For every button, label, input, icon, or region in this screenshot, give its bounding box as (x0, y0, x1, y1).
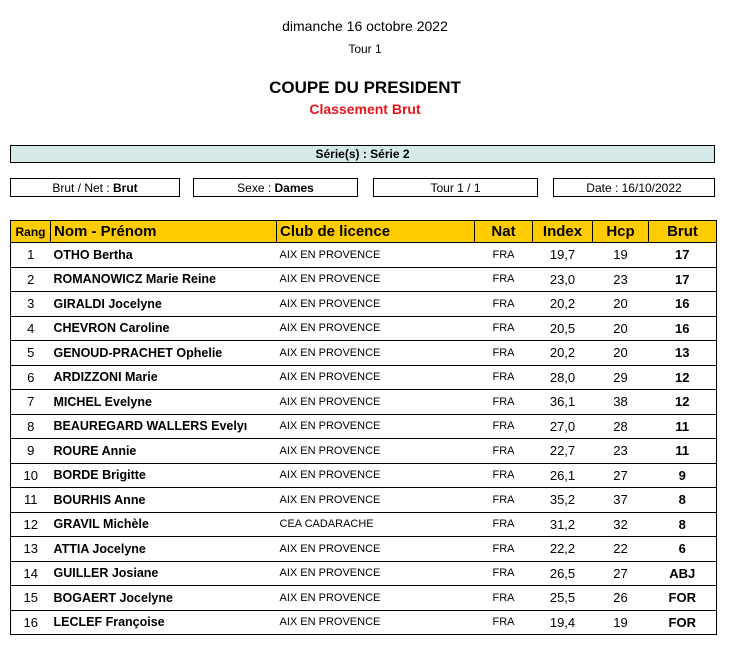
table-row (11, 488, 717, 513)
cell-nat: FRA (475, 488, 533, 513)
table-row (11, 316, 717, 341)
cell-nom: LECLEF Françoise (51, 610, 277, 635)
col-header-nat: Nat (475, 221, 533, 243)
cell-nat: FRA (475, 537, 533, 562)
cell-index: 28,0 (533, 365, 593, 390)
cell-club: AIX EN PROVENCE (277, 390, 475, 415)
cell-rang: 15 (11, 586, 51, 611)
cell-nom: BORDE Brigitte (51, 463, 277, 488)
ranking-body (11, 243, 717, 635)
cell-brut: FOR (649, 586, 717, 611)
cell-hcp: 19 (593, 243, 649, 268)
cell-nom: BEAUREGARD WALLERS Evelyı (51, 414, 277, 439)
col-header-index: Index (533, 221, 593, 243)
cell-club: AIX EN PROVENCE (277, 292, 475, 317)
cell-nat: FRA (475, 561, 533, 586)
cell-hcp: 20 (593, 292, 649, 317)
date-box: Date : 16/10/2022 (553, 178, 715, 197)
cell-club: AIX EN PROVENCE (277, 439, 475, 464)
cell-nom: OTHO Bertha (51, 243, 277, 268)
cell-brut: 12 (649, 365, 717, 390)
series-bar: Série(s) : Série 2 (10, 145, 715, 163)
cell-nat: FRA (475, 439, 533, 464)
cell-brut: 17 (649, 267, 717, 292)
table-row (11, 292, 717, 317)
cell-rang: 6 (11, 365, 51, 390)
date-line: dimanche 16 octobre 2022 (282, 18, 448, 34)
cell-index: 25,5 (533, 586, 593, 611)
cell-index: 20,2 (533, 292, 593, 317)
cell-rang: 11 (11, 488, 51, 513)
cell-nat: FRA (475, 365, 533, 390)
cell-brut: 16 (649, 316, 717, 341)
cell-nat: FRA (475, 267, 533, 292)
cell-nat: FRA (475, 341, 533, 366)
cell-brut: 12 (649, 390, 717, 415)
cell-rang: 12 (11, 512, 51, 537)
cell-hcp: 23 (593, 439, 649, 464)
col-header-brut: Brut (649, 221, 717, 243)
page-title: COUPE DU PRESIDENT (269, 78, 461, 97)
cell-index: 20,2 (533, 341, 593, 366)
cell-club: AIX EN PROVENCE (277, 414, 475, 439)
cell-hcp: 38 (593, 390, 649, 415)
cell-index: 23,0 (533, 267, 593, 292)
cell-rang: 4 (11, 316, 51, 341)
cell-club: AIX EN PROVENCE (277, 341, 475, 366)
cell-nat: FRA (475, 243, 533, 268)
cell-hcp: 20 (593, 316, 649, 341)
cell-brut: 17 (649, 243, 717, 268)
cell-nat: FRA (475, 512, 533, 537)
col-header-nom: Nom - Prénom (51, 221, 277, 243)
col-header-hcp: Hcp (593, 221, 649, 243)
cell-hcp: 28 (593, 414, 649, 439)
cell-hcp: 32 (593, 512, 649, 537)
cell-club: AIX EN PROVENCE (277, 561, 475, 586)
cell-index: 31,2 (533, 512, 593, 537)
cell-brut: 13 (649, 341, 717, 366)
cell-index: 35,2 (533, 488, 593, 513)
cell-club: AIX EN PROVENCE (277, 316, 475, 341)
table-row (11, 243, 717, 268)
sexe-label: Sexe : (237, 181, 275, 195)
sexe-value: Dames (274, 181, 314, 195)
cell-nom: GRAVIL Michèle (51, 512, 277, 537)
cell-rang: 1 (11, 243, 51, 268)
cell-rang: 10 (11, 463, 51, 488)
cell-club: CEA CADARACHE (277, 512, 475, 537)
table-row (11, 365, 717, 390)
cell-club: AIX EN PROVENCE (277, 365, 475, 390)
cell-nom: ROURE Annie (51, 439, 277, 464)
cell-hcp: 37 (593, 488, 649, 513)
table-row (11, 463, 717, 488)
ranking-table (10, 220, 717, 635)
brut-net-value: Brut (113, 181, 138, 195)
brut-net-label: Brut / Net : (52, 181, 113, 195)
cell-hcp: 22 (593, 537, 649, 562)
cell-rang: 13 (11, 537, 51, 562)
cell-club: AIX EN PROVENCE (277, 537, 475, 562)
cell-hcp: 23 (593, 267, 649, 292)
cell-club: AIX EN PROVENCE (277, 267, 475, 292)
table-row (11, 610, 717, 635)
cell-nom: MICHEL Evelyne (51, 390, 277, 415)
cell-rang: 2 (11, 267, 51, 292)
cell-brut: 8 (649, 512, 717, 537)
sexe-box (193, 178, 358, 197)
table-row (11, 341, 717, 366)
cell-rang: 9 (11, 439, 51, 464)
cell-index: 36,1 (533, 390, 593, 415)
cell-nom: ATTIA Jocelyne (51, 537, 277, 562)
cell-rang: 3 (11, 292, 51, 317)
table-row (11, 439, 717, 464)
cell-index: 22,7 (533, 439, 593, 464)
table-row (11, 267, 717, 292)
cell-brut: FOR (649, 610, 717, 635)
cell-nat: FRA (475, 390, 533, 415)
cell-nat: FRA (475, 463, 533, 488)
cell-index: 26,5 (533, 561, 593, 586)
cell-rang: 5 (11, 341, 51, 366)
cell-club: AIX EN PROVENCE (277, 610, 475, 635)
cell-hcp: 27 (593, 463, 649, 488)
tour-line: Tour 1 (348, 42, 382, 56)
cell-index: 19,7 (533, 243, 593, 268)
table-header-row (11, 221, 717, 243)
table-row (11, 586, 717, 611)
cell-hcp: 20 (593, 341, 649, 366)
table-row (11, 512, 717, 537)
cell-brut: ABJ (649, 561, 717, 586)
cell-index: 27,0 (533, 414, 593, 439)
cell-index: 22,2 (533, 537, 593, 562)
cell-brut: 11 (649, 414, 717, 439)
cell-hcp: 19 (593, 610, 649, 635)
cell-hcp: 26 (593, 586, 649, 611)
cell-index: 20,5 (533, 316, 593, 341)
cell-nom: GENOUD-PRACHET Ophelie (51, 341, 277, 366)
cell-index: 26,1 (533, 463, 593, 488)
cell-club: AIX EN PROVENCE (277, 243, 475, 268)
cell-nom: ROMANOWICZ Marie Reine (51, 267, 277, 292)
cell-club: AIX EN PROVENCE (277, 488, 475, 513)
cell-nom: ARDIZZONI Marie (51, 365, 277, 390)
page-subtitle: Classement Brut (309, 101, 421, 117)
cell-nom: BOGAERT Jocelyne (51, 586, 277, 611)
cell-nom: GUILLER Josiane (51, 561, 277, 586)
cell-rang: 7 (11, 390, 51, 415)
cell-rang: 14 (11, 561, 51, 586)
cell-brut: 16 (649, 292, 717, 317)
cell-nat: FRA (475, 610, 533, 635)
table-row (11, 390, 717, 415)
cell-brut: 11 (649, 439, 717, 464)
brut-net-box (10, 178, 180, 197)
cell-club: AIX EN PROVENCE (277, 463, 475, 488)
cell-nat: FRA (475, 586, 533, 611)
tour-box: Tour 1 / 1 (373, 178, 538, 197)
cell-brut: 6 (649, 537, 717, 562)
table-row (11, 537, 717, 562)
cell-brut: 8 (649, 488, 717, 513)
table-row (11, 561, 717, 586)
cell-rang: 8 (11, 414, 51, 439)
cell-rang: 16 (11, 610, 51, 635)
col-header-club: Club de licence (277, 221, 475, 243)
cell-index: 19,4 (533, 610, 593, 635)
cell-club: AIX EN PROVENCE (277, 586, 475, 611)
cell-nom: GIRALDI Jocelyne (51, 292, 277, 317)
cell-brut: 9 (649, 463, 717, 488)
cell-hcp: 29 (593, 365, 649, 390)
col-header-rang: Rang (11, 221, 51, 243)
cell-nat: FRA (475, 414, 533, 439)
cell-nat: FRA (475, 292, 533, 317)
cell-nat: FRA (475, 316, 533, 341)
cell-nom: CHEVRON Caroline (51, 316, 277, 341)
cell-nom: BOURHIS Anne (51, 488, 277, 513)
cell-hcp: 27 (593, 561, 649, 586)
table-row (11, 414, 717, 439)
